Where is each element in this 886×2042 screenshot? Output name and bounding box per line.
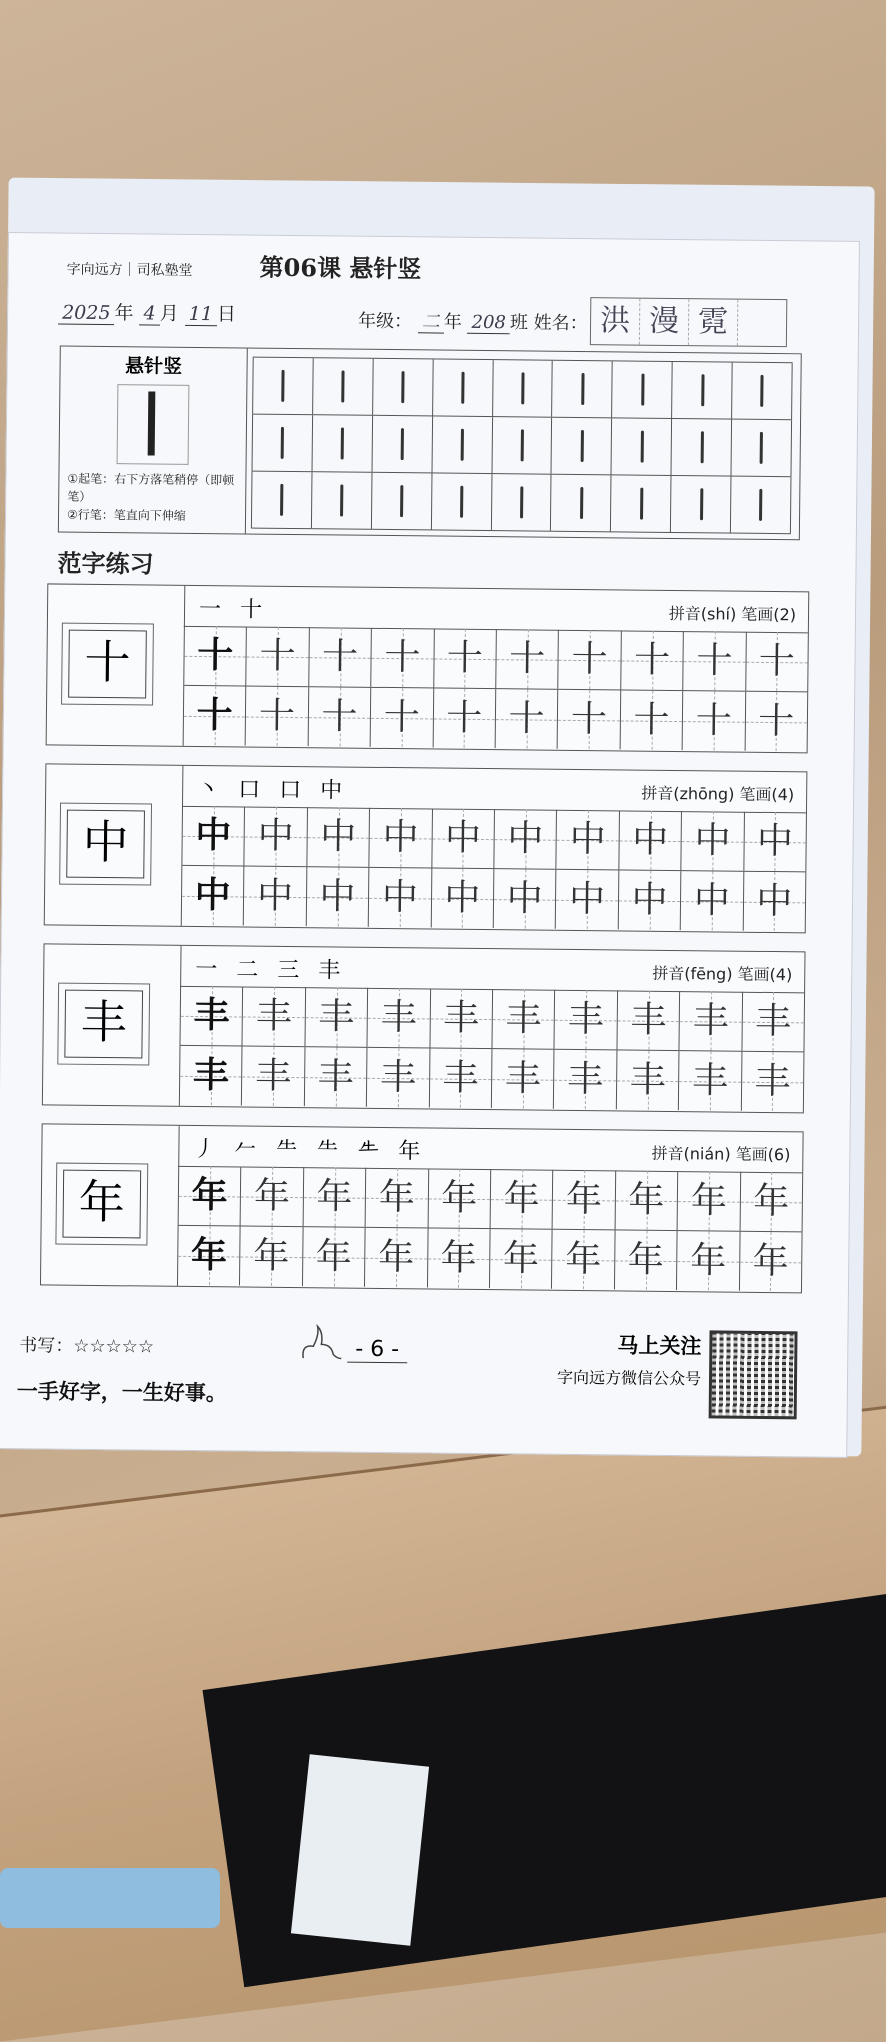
practice-model-cell <box>184 626 247 686</box>
practice-cell <box>365 1228 428 1288</box>
practice-char: 年 <box>627 1239 665 1281</box>
stroke-cell <box>611 361 671 418</box>
follow-subtitle: 字向远方微信公众号 <box>556 1367 702 1389</box>
practice-cell <box>743 872 805 932</box>
pinyin-strokes: 拼音(shí) 笔画(2) <box>668 603 797 625</box>
practice-char: 中 <box>631 879 668 921</box>
practice-cell <box>617 1050 680 1110</box>
practice-cell <box>494 869 557 929</box>
practice-cell <box>432 808 495 868</box>
practice-cell <box>615 1170 678 1230</box>
stroke-cell <box>431 416 491 473</box>
practice-char: 年 <box>503 1178 540 1220</box>
grade-line <box>358 307 588 335</box>
model-char: 十 <box>68 630 147 699</box>
stroke-cell <box>311 472 371 529</box>
practice-cell <box>553 1170 616 1230</box>
practice-cell <box>741 1052 803 1112</box>
practice-char: 十 <box>633 639 671 681</box>
practice-row <box>179 1166 803 1233</box>
practice-cell <box>303 1227 366 1287</box>
practice-grid <box>177 1166 802 1293</box>
practice-char: 丰 <box>442 1057 479 1099</box>
practice-char: 年 <box>378 1176 416 1219</box>
practice-char: 中 <box>257 815 295 858</box>
stroke-demo-image <box>117 384 190 465</box>
page-number: - 6 - <box>347 1337 407 1364</box>
vertical-stroke-mark <box>520 486 523 518</box>
stroke-tip-2: ②行笔：笔直向下伸缩 <box>66 507 186 523</box>
char-block-nian <box>40 1123 804 1293</box>
practice-cell <box>307 807 370 867</box>
practice-char: 十 <box>258 695 296 738</box>
practice-char: 年 <box>690 1180 728 1222</box>
practice-cell <box>746 632 808 692</box>
vertical-stroke-mark <box>580 487 583 519</box>
practice-char: 十 <box>197 634 234 677</box>
month-value: 4 <box>139 302 159 325</box>
practice-char: 年 <box>441 1177 478 1219</box>
practice-char: 年 <box>752 1240 789 1283</box>
vertical-stroke-mark <box>400 485 403 517</box>
lesson-title: 第06课 悬针竖 <box>259 252 422 284</box>
practice-cell <box>620 690 683 750</box>
practice-char: 中 <box>693 880 731 922</box>
vertical-stroke-mark <box>341 427 344 459</box>
practice-char: 中 <box>382 816 419 859</box>
practice-char: 十 <box>259 635 296 678</box>
practice-model-cell <box>182 806 245 866</box>
vertical-stroke-mark <box>640 431 643 463</box>
practice-cell <box>307 867 370 927</box>
pinyin-strokes: 拼音(fēng) 笔画(4) <box>652 963 793 985</box>
practice-cell <box>682 811 745 871</box>
stroke-cell <box>730 477 791 534</box>
practice-row <box>178 1226 802 1292</box>
model-char: 中 <box>66 810 145 879</box>
vertical-stroke-mark <box>700 431 703 463</box>
practice-cell <box>241 1166 304 1226</box>
practice-char: 年 <box>377 1236 415 1279</box>
practice-cell <box>491 1169 554 1229</box>
practice-cell <box>683 691 746 751</box>
stroke-grid-row <box>252 415 793 478</box>
vertical-stroke-mark <box>461 372 464 404</box>
grade-value: 二 <box>418 311 444 333</box>
practice-cell <box>247 627 310 687</box>
vertical-stroke-mark <box>461 429 464 461</box>
model-char: 丰 <box>64 990 143 1059</box>
practice-cell <box>744 812 806 872</box>
practice-cell <box>677 1231 740 1291</box>
char-block-zhong <box>44 763 808 933</box>
practice-model-cell <box>180 986 243 1046</box>
practice-char: 年 <box>191 1173 228 1217</box>
practice-row <box>182 866 806 932</box>
stroke-cell <box>431 473 491 530</box>
stroke-tip-1: ①起笔：右下方落笔稍停（即顿笔） <box>67 471 235 504</box>
practice-cell <box>619 870 682 930</box>
stroke-cell <box>731 420 792 477</box>
name-char <box>738 300 786 347</box>
rating-label: 书写：☆☆☆☆☆ <box>19 1335 155 1358</box>
practice-model-cell <box>179 1166 242 1226</box>
practice-char: 中 <box>506 878 543 920</box>
practice-char: 中 <box>194 873 231 917</box>
practice-char: 丰 <box>692 1000 729 1042</box>
vertical-stroke-mark <box>282 370 285 402</box>
practice-cell <box>303 1167 366 1227</box>
practice-char: 中 <box>381 876 419 919</box>
practice-char: 中 <box>756 880 793 923</box>
practice-char: 年 <box>253 1235 290 1278</box>
practice-cell <box>242 1047 305 1107</box>
practice-cell <box>496 689 559 749</box>
practice-char: 十 <box>446 697 483 739</box>
name-char: 洪 <box>591 298 640 345</box>
practice-char: 中 <box>444 877 481 919</box>
practice-cell <box>305 987 368 1047</box>
stroke-reference <box>59 347 248 534</box>
stroke-order: 丶 口 口 中 <box>197 777 349 804</box>
practice-char: 丰 <box>442 997 480 1039</box>
model-char-box <box>55 1163 148 1246</box>
practice-char: 年 <box>502 1238 540 1280</box>
vertical-stroke-mark <box>281 427 284 459</box>
practice-char: 丰 <box>192 1053 230 1097</box>
stroke-grid <box>251 357 793 533</box>
vertical-stroke-mark <box>401 428 404 460</box>
practice-char: 十 <box>196 694 233 737</box>
section-title: 范字练习 <box>57 549 154 579</box>
practice-char: 丰 <box>317 1056 354 1098</box>
blue-cloth <box>0 1868 220 1928</box>
practice-cell <box>308 687 371 747</box>
practice-char: 年 <box>315 1236 353 1278</box>
vertical-stroke-icon <box>148 391 156 455</box>
practice-cell <box>433 688 496 748</box>
practice-char: 十 <box>633 699 670 741</box>
practice-cell <box>428 1168 491 1228</box>
practice-char: 丰 <box>629 1059 666 1101</box>
practice-cell <box>240 1226 303 1286</box>
practice-cell <box>679 1051 742 1111</box>
practice-char: 中 <box>319 876 356 918</box>
name-char: 漫 <box>640 299 689 346</box>
practice-cell <box>555 990 618 1050</box>
name-box <box>590 297 787 347</box>
practice-cell <box>496 629 559 689</box>
class-label: 班 姓名： <box>509 312 588 335</box>
practice-char: 丰 <box>567 998 605 1041</box>
practice-char: 年 <box>440 1237 477 1279</box>
practice-cell <box>556 870 619 930</box>
practice-char: 年 <box>753 1180 790 1223</box>
practice-char: 丰 <box>754 1060 791 1103</box>
practice-char: 丰 <box>255 995 293 1038</box>
practice-cell <box>492 1049 555 1109</box>
practice-char: 年 <box>689 1240 727 1282</box>
practice-char: 丰 <box>630 999 667 1041</box>
practice-cell <box>367 1048 430 1108</box>
practice-char: 十 <box>509 638 546 680</box>
practice-char: 年 <box>316 1176 353 1218</box>
practice-cell <box>246 687 309 747</box>
practice-char: 中 <box>195 813 232 857</box>
practice-cell <box>615 1230 678 1290</box>
practice-cell <box>430 988 493 1048</box>
practice-char: 十 <box>758 700 795 743</box>
follow-text <box>557 1329 702 1390</box>
qr-code-icon <box>709 1330 798 1419</box>
practice-char: 十 <box>508 698 545 740</box>
stroke-cell <box>251 472 311 529</box>
practice-char: 中 <box>568 878 606 921</box>
practice-char: 十 <box>571 638 608 681</box>
day-value: 11 <box>185 303 217 326</box>
practice-cell <box>554 1050 617 1110</box>
practice-model-cell <box>184 686 247 746</box>
model-char-box <box>61 623 154 706</box>
stroke-cell <box>610 475 670 532</box>
practice-char: 丰 <box>379 1056 417 1099</box>
name-char: 霓 <box>689 299 738 346</box>
vertical-stroke-mark <box>520 429 523 461</box>
grade-label: 年级： <box>357 310 413 333</box>
model-char-box <box>57 983 150 1066</box>
stroke-cell <box>731 363 792 420</box>
practice-char: 中 <box>631 819 669 861</box>
practice-cell <box>244 867 307 927</box>
practice-cell <box>617 990 680 1050</box>
practice-cell <box>431 868 494 928</box>
practice-char: 十 <box>321 636 359 678</box>
practice-cell <box>371 628 434 688</box>
practice-char: 中 <box>694 820 731 862</box>
practice-row <box>180 1046 804 1112</box>
day-suffix: 日 <box>216 303 237 326</box>
practice-cell <box>305 1047 368 1107</box>
stroke-cell <box>491 417 551 474</box>
stroke-practice-block <box>58 346 802 541</box>
stroke-cell <box>492 360 552 417</box>
stroke-tips <box>59 464 246 526</box>
practice-char: 中 <box>756 820 794 863</box>
practice-cell <box>371 688 434 748</box>
practice-cell <box>243 987 306 1047</box>
practice-cell <box>434 628 497 688</box>
pinyin-strokes: 拼音(nián) 笔画(6) <box>651 1143 791 1165</box>
stroke-cell <box>670 476 730 533</box>
year-suffix: 年 <box>114 302 134 325</box>
white-cloth <box>291 1754 429 1946</box>
practice-model-cell <box>180 1046 243 1106</box>
practice-cell <box>680 991 743 1051</box>
practice-cell <box>621 630 684 690</box>
brand-text: 字向远方｜司私塾堂 <box>66 261 193 279</box>
practice-char: 丰 <box>691 1060 729 1102</box>
practice-char: 中 <box>256 875 294 918</box>
practice-cell <box>681 871 744 931</box>
practice-char: 丰 <box>318 996 355 1038</box>
stroke-cell <box>552 361 612 418</box>
practice-char: 丰 <box>505 998 542 1040</box>
vertical-stroke-mark <box>761 375 764 407</box>
class-value: 208 <box>467 312 510 334</box>
practice-cell <box>368 988 431 1048</box>
practice-char: 中 <box>569 818 607 861</box>
practice-char: 中 <box>444 817 482 859</box>
char-block-shi <box>46 583 810 753</box>
practice-grid <box>179 986 804 1113</box>
practice-char: 年 <box>565 1238 602 1281</box>
practice-cell <box>559 630 622 690</box>
stroke-cell <box>671 419 731 476</box>
practice-char: 丰 <box>754 1000 792 1043</box>
stroke-cell <box>252 358 312 415</box>
stroke-order: 丿 𠂉 ⺧ ⺧ 𠂒 年 <box>193 1136 427 1165</box>
pinyin-strokes: 拼音(zhōng) 笔画(4) <box>641 783 795 805</box>
practice-cell <box>309 627 372 687</box>
vertical-stroke-mark <box>341 371 344 403</box>
practice-char: 年 <box>190 1233 228 1277</box>
stroke-order: 一 十 <box>198 597 269 623</box>
practice-char: 中 <box>507 818 544 860</box>
practice-row <box>184 626 808 693</box>
stroke-cell <box>311 415 371 472</box>
stroke-cell <box>312 358 372 415</box>
stroke-grid-row <box>251 472 792 535</box>
vertical-stroke-mark <box>700 488 703 520</box>
motto: 一手好字，一生好事。 <box>16 1379 227 1406</box>
practice-char: 中 <box>319 816 357 858</box>
practice-char: 十 <box>570 698 608 741</box>
practice-row <box>182 806 806 873</box>
practice-char: 十 <box>321 696 358 738</box>
model-char: 年 <box>62 1170 141 1239</box>
practice-char: 丰 <box>567 1058 604 1101</box>
practice-cell <box>740 1232 802 1292</box>
stroke-cell <box>432 359 492 416</box>
rabbit-icon <box>297 1324 343 1364</box>
date-line <box>58 298 236 327</box>
practice-cell <box>369 868 432 928</box>
practice-cell <box>366 1168 429 1228</box>
vertical-stroke-mark <box>581 373 584 405</box>
practice-cell <box>245 807 308 867</box>
practice-grid <box>181 806 806 933</box>
vertical-stroke-mark <box>760 432 763 464</box>
practice-cell <box>552 1230 615 1290</box>
practice-char: 丰 <box>504 1058 542 1100</box>
model-char-box <box>59 803 152 886</box>
practice-cell <box>557 810 620 870</box>
practice-char: 年 <box>628 1179 665 1221</box>
practice-cell <box>619 810 682 870</box>
practice-row <box>180 986 804 1053</box>
practice-cell <box>493 989 556 1049</box>
practice-cell <box>370 808 433 868</box>
practice-cell <box>742 992 804 1052</box>
follow-title: 马上关注 <box>617 1333 702 1359</box>
vertical-stroke-mark <box>701 374 704 406</box>
vertical-stroke-mark <box>521 372 524 404</box>
vertical-stroke-mark <box>280 484 283 516</box>
stroke-cell <box>371 416 431 473</box>
stroke-cell <box>372 359 432 416</box>
practice-char: 丰 <box>255 1055 292 1098</box>
practice-char: 十 <box>758 640 796 683</box>
vertical-stroke-mark <box>401 371 404 403</box>
month-suffix: 月 <box>159 302 179 325</box>
practice-cell <box>428 1228 491 1288</box>
practice-cell <box>683 631 746 691</box>
year-value: 2025 <box>58 302 115 326</box>
grade-suffix: 年 <box>443 311 462 333</box>
stroke-cell <box>611 418 671 475</box>
stroke-cell <box>371 473 431 530</box>
practice-char: 十 <box>446 637 484 679</box>
practice-char: 十 <box>695 700 733 742</box>
vertical-stroke-mark <box>580 430 583 462</box>
practice-cell <box>558 690 621 750</box>
stroke-grid-row <box>252 357 793 421</box>
vertical-stroke-mark <box>759 489 762 521</box>
practice-cell <box>740 1172 802 1232</box>
practice-char: 十 <box>383 696 421 739</box>
practice-model-cell <box>182 866 245 926</box>
char-block-feng <box>42 943 806 1113</box>
practice-char: 十 <box>384 636 421 679</box>
vertical-stroke-mark <box>340 484 343 516</box>
practice-char: 年 <box>565 1178 603 1221</box>
practice-cell <box>490 1229 553 1289</box>
sheet-header <box>67 246 667 286</box>
vertical-stroke-mark <box>640 488 643 520</box>
vertical-stroke-mark <box>641 374 644 406</box>
practice-cell <box>745 692 807 752</box>
practice-grid <box>183 626 808 753</box>
stroke-cell <box>252 415 312 472</box>
stroke-cell <box>551 418 611 475</box>
practice-cell <box>678 1171 741 1231</box>
practice-char: 年 <box>253 1175 291 1218</box>
practice-char: 丰 <box>193 993 230 1037</box>
practice-char: 十 <box>696 640 733 682</box>
vertical-stroke-mark <box>460 486 463 518</box>
stroke-cell <box>671 362 731 419</box>
practice-char: 丰 <box>380 996 417 1039</box>
stroke-cell <box>490 474 550 531</box>
stroke-cell <box>550 475 610 532</box>
practice-row <box>184 686 808 752</box>
stroke-name: 悬针竖 <box>124 355 183 378</box>
practice-cell <box>494 809 557 869</box>
practice-model-cell <box>178 1226 241 1286</box>
practice-sheet <box>0 232 860 1458</box>
stroke-order: 一 二 三 丰 <box>195 957 347 984</box>
practice-cell <box>429 1048 492 1108</box>
